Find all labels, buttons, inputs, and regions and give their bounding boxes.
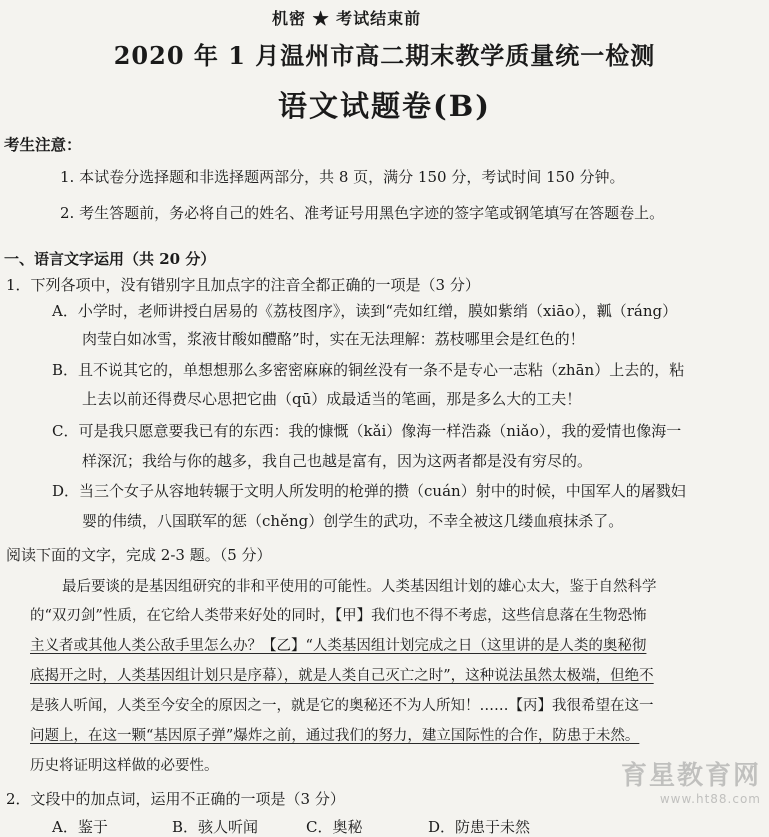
q2-option-d: D．防患于未然 (428, 818, 531, 836)
q2-option-c: C．奥秘 (306, 818, 363, 836)
q2-option-a: A．鉴于 (52, 818, 108, 836)
notice-item-1: 1. 本试卷分选择题和非选择题两部分，共 8 页，满分 150 分，考试时间 150 分钟。 (60, 168, 625, 186)
reading-intro: 阅读下面的文字，完成 2-3 题。（5 分） (6, 546, 272, 564)
passage-line-5: 是骇人听闻，人类至今安全的原因之一，就是它的奥秘还不为人所知！……【丙】我很希望在这一 (30, 698, 654, 714)
q2-option-b: B．骇人听闻 (172, 818, 259, 836)
q1-option-b-line1: B．且不说其它的，单想想那么多密密麻麻的铜丝没有一条不是专心一志粘（zhān）上去的，粘 (52, 361, 685, 379)
q1-option-b-line2: 上去以前还得费尽心思把它曲（qū）成最适当的笔画，那是多么大的工夫！ (82, 390, 582, 408)
passage-line-7: 历史将证明这样做的必要性。 (30, 758, 219, 774)
question-1-stem: 1．下列各项中，没有错别字且加点字的注音全都正确的一项是（3 分） (6, 276, 480, 294)
passage-line-3: 主义者或其他人类公敌手里怎么办？【乙】“人类基因组计划完成之日（这里讲的是人类的奥秘彻 (30, 638, 647, 654)
exam-title: 2020 年 1 月温州市高二期末教学质量统一检测 (113, 41, 656, 70)
watermark-url: www.ht88.com (659, 792, 761, 806)
exam-subtitle: 语文试题卷(B) (278, 89, 491, 123)
q1-option-a-line1: A．小学时，老师讲授白居易的《荔枝图序》，读到“壳如红缯，膜如紫绡（xiāo），瓤（ráng） (52, 302, 678, 320)
watermark-brand: 育星教育网 (620, 761, 761, 791)
q1-option-a-line2: 肉莹白如冰雪，浆液甘酸如醴酪”时，实在无法理解：荔枝哪里会是红色的！ (82, 330, 585, 348)
watermark (621, 755, 761, 806)
q1-option-c-line1: C．可是我只愿意要我已有的东西：我的慷慨（kǎi）像海一样浩淼（niǎo），我的爱情也像海一 (52, 422, 682, 440)
passage-line-1: 最后要谈的是基因组研究的非和平使用的可能性。人类基因组计划的雄心太大，鉴于自然科学 (62, 579, 657, 595)
q1-option-d-line2: 婴的伟绩，八国联军的惩（chěng）创学生的武功，不幸全被这几缕血痕抹杀了。 (82, 512, 624, 530)
passage-line-6: 问题上，在这一颗“基因原子弹”爆炸之前，通过我们的努力，建立国际性的合作，防患于未然。 (30, 728, 640, 744)
passage-line-2: 的“双刃剑”性质，在它给人类带来好处的同时，【甲】我们也不得不考虑，这些信息落在生物恐怖 (30, 608, 647, 624)
q1-option-d-line1: D．当三个女子从容地转辗于文明人所发明的枪弹的攒（cuán）射中的时候，中国军人的屠戮妇 (52, 482, 686, 500)
section-heading: 一、语言文字运用（共 20 分） (4, 250, 216, 268)
notice-item-2: 2. 考生答题前，务必将自己的姓名、准考证号用黑色字迹的签字笔或钢笔填写在答题卷上。 (60, 204, 665, 222)
passage-line-4: 底揭开之时，人类基因组计划只是序幕），就是人类自己灭亡之时”，这种说法虽然太极端，但绝不 (30, 668, 654, 684)
q1-option-c-line2: 样深沉；我给与你的越多，我自己也越是富有，因为这两者都是没有穷尽的。 (82, 452, 593, 470)
notice-heading: 考生注意： (4, 135, 82, 154)
confidential-mark: 机密 ★ 考试结束前 (272, 9, 422, 28)
question-2-stem: 2．文段中的加点词，运用不正确的一项是（3 分） (6, 790, 345, 808)
